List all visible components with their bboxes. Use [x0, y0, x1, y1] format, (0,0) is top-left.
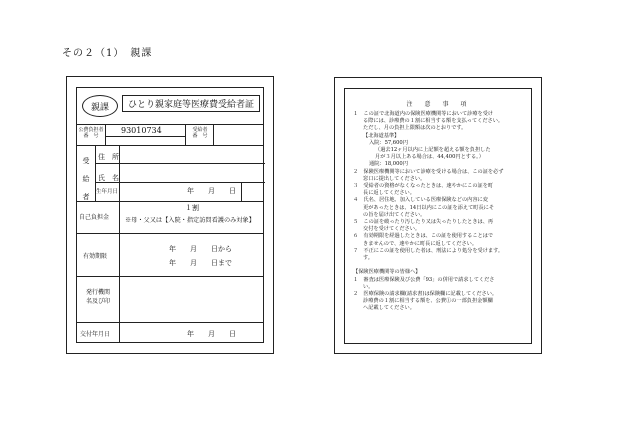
notice-line: 診療費の１割に相当する額を、公費①の一部負担金額欄 — [363, 298, 493, 305]
copay-label: 自己負担金 — [79, 214, 110, 221]
copay-note: ※母・父又は【入院・指定訪問看護のみ対象】 — [125, 217, 255, 224]
validity-from: 年 月 日から — [169, 245, 232, 253]
notice-line: 【北海道基準】 — [363, 132, 400, 139]
recipient-number-label: 受給者 番 号 — [192, 127, 208, 139]
notice-line: きませんので、速やかに町長に返してください。 — [363, 240, 478, 247]
notice-line: ２ 医療保険の請求欄(請求書)は保険欄に記載してください。 — [353, 291, 498, 297]
notice-line: 【保険医療機関等の皆様へ】 — [353, 269, 421, 276]
notice-line: １ 審査は医療保険及び公費「93」の併用で請求してくださ — [353, 276, 495, 283]
validity-label: 有効期限 — [83, 253, 108, 260]
name-label: 氏 名 — [98, 174, 119, 182]
notice-line: 窓口に提出してください。 — [363, 175, 426, 182]
issue-date-value: 年 月 日 — [187, 330, 236, 338]
certificate-title: ひとり親家庭等医療費受給者証 — [122, 95, 260, 112]
notice-frame — [344, 88, 532, 344]
notice-line: る際には、診療費の１割に相当する額を支払ってください。 — [363, 118, 504, 125]
certificate-card — [66, 76, 274, 354]
notice-line: ただし、月の負担上限額は次のとおりです。 — [363, 125, 467, 132]
notice-card — [334, 77, 542, 354]
copay-ratio: １割 — [185, 204, 199, 212]
birth-value: 年 月 日 — [187, 187, 236, 195]
notice-line: ６ 有効期限を経過したときは、この証を使用することはで — [353, 233, 494, 240]
page-header: その２（1） 親課 — [62, 48, 153, 59]
certificate-frame — [76, 87, 264, 343]
notice-line: 長に返してください。 — [363, 190, 415, 197]
notice-line: ４ 氏名、居住地、加入している医療保険などの内容に変 — [353, 197, 488, 204]
birth-label: 生年月日 — [96, 189, 119, 195]
notice-title: 注 意 事 項 — [406, 101, 470, 108]
notice-line: 通院：18,000円 — [369, 161, 408, 168]
notice-line: 更があったときは、14日以内にこの証を添えて町長にそ — [363, 204, 495, 211]
address-label: 住 所 — [98, 153, 119, 161]
issue-date-label: 交付年月日 — [80, 331, 111, 338]
notice-line: ５ この証を破ったり汚したり又は失ったりしたときは、再 — [353, 219, 494, 225]
notice-line: い。 — [363, 283, 374, 290]
notice-line: ２ 保険医療機関等において診療を受ける場合は、この証を必ず — [353, 168, 504, 175]
issuer-label: 発行機関 名及び印 — [85, 289, 110, 305]
section-stamp: 親課 — [82, 95, 118, 117]
validity-to: 年 月 日まで — [169, 259, 232, 267]
notice-line: す。 — [363, 255, 373, 261]
notice-line: 入院：57,600円 — [369, 139, 408, 146]
payer-number-label: 公費負担者 番 号 — [78, 127, 104, 139]
payer-number: 93010734 — [121, 126, 162, 135]
notice-line: の旨を届け出てください。 — [363, 211, 426, 218]
notice-line: 月が３月以上ある場合は、44,400円とする。） — [375, 154, 484, 161]
notice-line: 交付を受けてください。 — [363, 226, 421, 233]
notice-line: へ記載してください。 — [363, 305, 415, 312]
notice-line: ７ 不正にこの証を使用した者は、刑法により処分を受けます。 — [353, 247, 504, 254]
recipient-vertical-label: 受 給 者 — [82, 157, 90, 201]
notice-line: ３ 受給者の資格がなくなったときは、速やかにこの証を町 — [353, 183, 494, 189]
notice-line: （過去12ヶ月以内に上記額を超える額を負担した — [375, 147, 491, 153]
notice-line: １ この証で北海道内の保険医療機関等において診療を受け — [353, 111, 494, 117]
